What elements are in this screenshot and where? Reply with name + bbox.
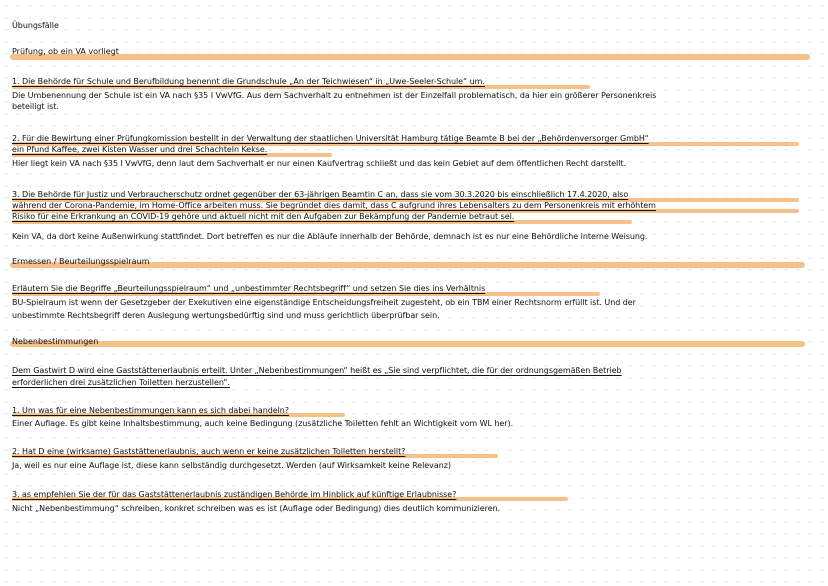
answer-3: Kein VA, da dort keine Außenwirkung stattfindet. Dort betreffen es nur die Abläufe innerhalb der Behörde, demnach ist es nur eine Behördliche interne Weisung. [12,232,648,241]
question-3-line-3: Risiko für eine Erkrankung an COVID-19 gehöre und aktuell nicht mit den Aufgaben zur Bekämpfung der Pandemie betraut sei. [12,212,515,221]
question-5-1: 1. Um was für eine Nebenbestimmungen kann es sich dabei handeln? [12,406,290,415]
answer-4-line-1: BU-Spielraum ist wenn der Gesetzgeber der Exekutiven eine eigenständige Entscheidungsfreiheit zugesteht, ob ein TBM einer Rechtsnorm erfüllt ist. Und der [12,298,636,307]
question-4: Erläutern Sie die Begriffe „Beurteilungsspielraum“ und „unbestimmter Rechtsbegriff“ und setzen Sie dies ins Verhältnis [12,284,486,293]
answer-5-2: Ja, weil es nur eine Auflage ist, diese kann selbständig durchgesetzt. Werden (auf Wirksamkeit keine Relevanz) [12,461,451,470]
question-5-3: 3. as empfehlen Sie der für das Gaststättenerlaubnis zuständigen Behörde im Hinblick auf künftige Erlaubnisse? [12,490,457,499]
answer-5-1: Einer Auflage. Es gibt keine Inhaltsbestimmung, auch keine Bedingung (zusätzliche Toiletten fehlt an Wichtigkeit vom WL her). [12,419,514,428]
page-title: Übungsfälle [12,21,59,30]
case-text-line-1: Dem Gastwirt D wird eine Gaststättenerlaubnis erteilt. Unter „Nebenbestimmungen“ heißt es „Sie sind verpflichtet, die für der ordnungsgemäßen Betrieb [12,366,622,375]
question-3-line-1: 3. Die Behörde für Justiz und Verbraucherschutz ordnet gegenüber der 63-jährigen Beamtin C an, dass sie vom 30.3.2020 bis einschließlich 17.4.2020, also [12,190,629,199]
section-highlight [10,54,810,60]
question-1: 1. Die Behörde für Schule und Berufbildung benennt die Grundschule „An der Teichwiesen“ in „Uwe-Seeler-Schule“ um. [12,77,485,86]
case-text-line-2: erforderlichen drei zusätzlichen Toiletten herzustellen“. [12,378,230,387]
question-3-line-2: während der Corona-Pandemie, im Home-Office arbeiten muss. Sie begründet dies damit, dass C aufgrund ihres Lebensalters zu dem Personenkreis mit erhöhtem [12,201,656,210]
answer-4-line-2: unbestimmte Rechtsbegriff deren Auslegung wertungsbedürftig sind und muss gerichtlich überprüfbar sein. [12,311,440,320]
section-heading-nebenbestimmungen: Nebenbestimmungen [12,337,99,346]
answer-5-3: Nicht „Nebenbestimmung“ schreiben, konkret schreiben was es ist (Auflage oder Bedingung) dies deutlich kommunizieren. [12,504,501,513]
question-2-line-2: ein Pfund Kaffee, zwei Kisten Wasser und drei Schachteln Kekse. [12,145,268,154]
section-heading-ermessen: Ermessen / Beurteilungsspielraum [12,257,150,266]
question-2-line-1: 2. Für die Bewirtung einer Prüfungkomission bestellt in der Verwaltung der staatlichen Universität Hamburg tätige Beamte B bei der „Behördenversorger GmbH“ [12,134,649,143]
section-highlight [10,341,805,347]
section-heading-va: Prüfung, ob ein VA vorliegt [12,47,119,56]
question-5-2: 2. Hat D eine (wirksame) Gaststättenerlaubnis, auch wenn er keine zusätzlichen Toiletten herstellt? [12,447,406,456]
answer-1-line-2: beteiligt ist. [12,102,59,111]
answer-1-line-1: Die Umbenennung der Schule ist ein VA nach §35 I VwVfG. Aus dem Sachverhalt zu entnehmen ist der Einzelfall problematisch, da hier ein größerer Personenkreis [12,91,657,100]
answer-2: Hier liegt kein VA nach §35 I VwVfG, denn laut dem Sachverhalt er nur einen Kaufvertrag schließt und das kein Gebiet auf dem öffentlichen Recht darstellt. [12,159,626,168]
